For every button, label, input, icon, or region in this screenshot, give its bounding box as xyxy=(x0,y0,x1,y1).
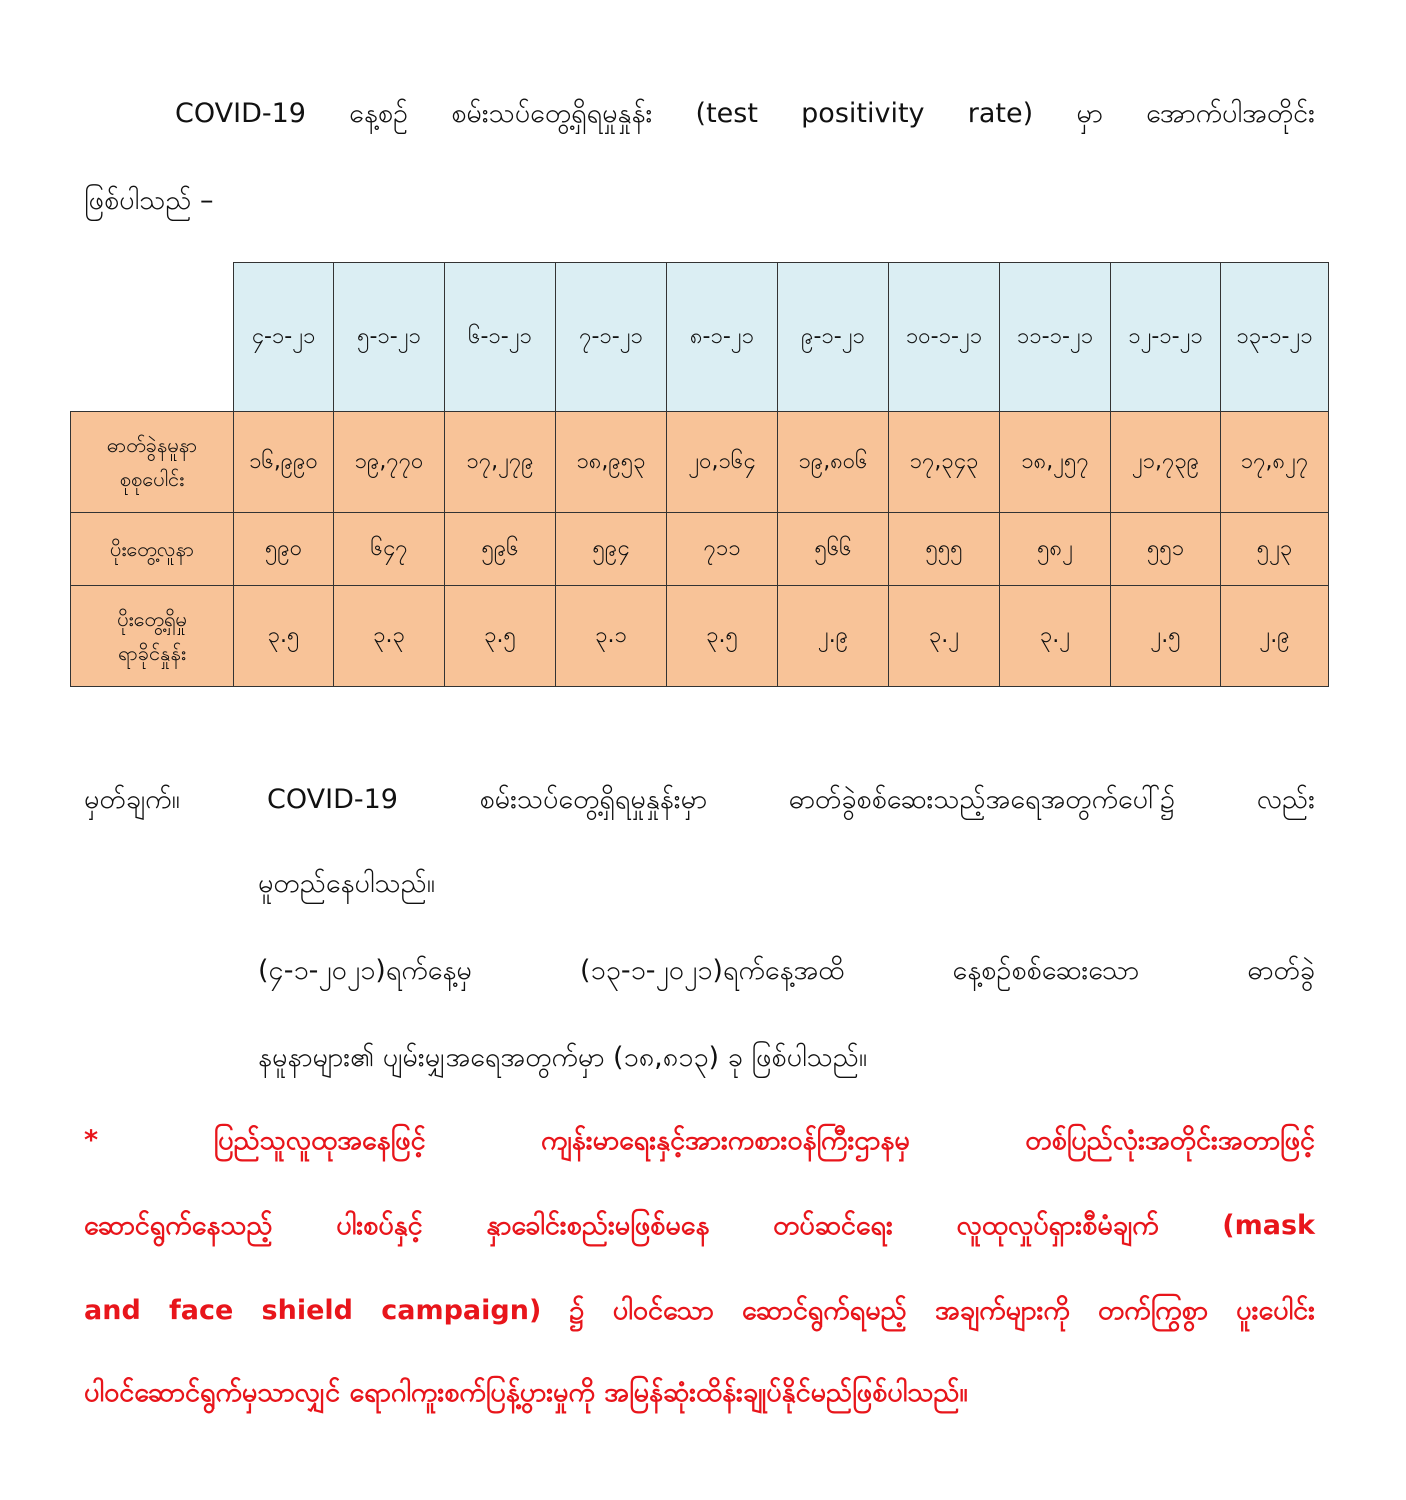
note-line-4: နမူနာများ၏ ပျမ်းမျှအရေအတွက်မှာ (၁၈,၈၁၃) ခု ဖြစ်ပါသည်။ xyxy=(258,1042,868,1073)
table-row-total-samples xyxy=(71,412,1329,513)
table-cell: ၃.၂ xyxy=(1000,586,1111,687)
date-header: ၁၃-၁-၂၁ xyxy=(1221,263,1329,412)
table-cell: ၅၅၅ xyxy=(889,513,1000,586)
row-label-line: ဓာတ်ခွဲနမူနာ xyxy=(106,433,198,457)
table-cell: ၂၁,၇၃၉ xyxy=(1111,412,1221,513)
row-label xyxy=(71,586,234,687)
table-cell: ၅၂၃ xyxy=(1221,513,1329,586)
table-cell: ၂၀,၁၆၄ xyxy=(667,412,778,513)
note-label: မှတ်ချက်။ xyxy=(84,784,180,815)
announcement-line-2: ဆောင်ရွက်နေသည့် ပါးစပ်နှင့် နှာခေါင်းစည်းမဖြစ်မနေ တပ်ဆင်ရေး လူထုလှုပ်ရှားစီမံချက် (mask xyxy=(84,1210,1315,1241)
announcement-line-4: ပါဝင်ဆောင်ရွက်မှသာလျှင် ရောဂါကူးစက်ပြန့်ပွားမှုကို အမြန်ဆုံးထိန်းချုပ်နိုင်မည်ဖြစ်ပါသည်။ xyxy=(84,1377,968,1408)
row-label xyxy=(71,412,234,513)
row-label-line: စုစုပေါင်း xyxy=(119,467,185,491)
table-cell: ၅၉၆ xyxy=(445,513,556,586)
table-cell: ၅၈၂ xyxy=(1000,513,1111,586)
note-line-3: (၄-၁-၂၀၂၁)ရက်နေ့မှ (၁၃-၁-၂၀၂၁)ရက်နေ့အထိ နေ့စဉ်စစ်ဆေးသော ဓာတ်ခွဲ xyxy=(258,955,1315,986)
table-cell: ၅၉၄ xyxy=(556,513,667,586)
note-line-1: COVID-19 စမ်းသပ်တွေ့ရှိရမှုနှုန်းမှာ ဓာတ်ခွဲစစ်ဆေးသည့်အရေအတွက်ပေါ်၌ လည်း xyxy=(267,784,1315,815)
announcement-line-1: * ပြည်သူလူထုအနေဖြင့် ကျန်းမာရေးနှင့်အားကစားဝန်ကြီးဌာနမှ တစ်ပြည်လုံးအတိုင်းအတာဖြင့် xyxy=(84,1125,1315,1156)
table-cell: ၅၆၆ xyxy=(778,513,889,586)
table-cell: ၇၁၁ xyxy=(667,513,778,586)
announcement-line-3: and face shield campaign) ၌ ပါဝင်သော ဆောင်ရွက်ရမည့် အချက်များကို တက်ကြွစွာ ပူးပေါင်း xyxy=(84,1295,1315,1326)
intro-line-1: COVID-19 နေ့စဉ် စမ်းသပ်တွေ့ရှိရမှုနှုန်း (test positivity rate) မှာ အောက်ပါအတိုင်း xyxy=(175,98,1315,129)
table-cell: ၁၉,၈၀၆ xyxy=(778,412,889,513)
table-header-row xyxy=(71,263,1329,412)
date-header: ၁၁-၁-၂၁ xyxy=(1000,263,1111,412)
positivity-table xyxy=(70,262,1329,687)
date-header: ၆-၁-၂၁ xyxy=(445,263,556,412)
table-cell: ၃.၅ xyxy=(234,586,334,687)
table-cell: ၁၈,၂၅၇ xyxy=(1000,412,1111,513)
table-cell: ၃.၅ xyxy=(445,586,556,687)
date-header: ၁၀-၁-၂၁ xyxy=(889,263,1000,412)
date-header: ၄-၁-၂၁ xyxy=(234,263,334,412)
table-cell: ၅၅၁ xyxy=(1111,513,1221,586)
date-header: ၉-၁-၂၁ xyxy=(778,263,889,412)
note-line-2: မူတည်နေပါသည်။ xyxy=(258,868,435,899)
row-label-line: ရာခိုင်နှုန်း xyxy=(118,641,186,665)
table-cell: ၂.၅ xyxy=(1111,586,1221,687)
intro-line-2: ဖြစ်ပါသည် – xyxy=(84,185,214,216)
table-cell: ၁၇,၈၂၇ xyxy=(1221,412,1329,513)
table-cell: ၁၉,၇၇၀ xyxy=(334,412,445,513)
table-corner-cell xyxy=(71,263,234,412)
table-cell: ၃.၃ xyxy=(334,586,445,687)
date-header: ၈-၁-၂၁ xyxy=(667,263,778,412)
date-header: ၁၂-၁-၂၁ xyxy=(1111,263,1221,412)
table-cell: ၁၇,၂၇၉ xyxy=(445,412,556,513)
date-header: ၅-၁-၂၁ xyxy=(334,263,445,412)
table-cell: ၁၈,၉၅၃ xyxy=(556,412,667,513)
row-label-line: ပိုးတွေ့လူနာ xyxy=(109,537,195,561)
table-cell: ၂.၉ xyxy=(1221,586,1329,687)
table-row-positivity-rate xyxy=(71,586,1329,687)
table-cell: ၃.၅ xyxy=(667,586,778,687)
row-label-line: ပိုးတွေ့ရှိမှု xyxy=(117,607,187,631)
table-cell: ၆၄၇ xyxy=(334,513,445,586)
date-header: ၇-၁-၂၁ xyxy=(556,263,667,412)
row-label xyxy=(71,513,234,586)
table-cell: ၃.၁ xyxy=(556,586,667,687)
table-cell: ၁၆,၉၉၀ xyxy=(234,412,334,513)
table-row-positive-cases xyxy=(71,513,1329,586)
table-cell: ၁၇,၃၄၃ xyxy=(889,412,1000,513)
table-cell: ၃.၂ xyxy=(889,586,1000,687)
table-cell: ၂.၉ xyxy=(778,586,889,687)
table-cell: ၅၉၀ xyxy=(234,513,334,586)
